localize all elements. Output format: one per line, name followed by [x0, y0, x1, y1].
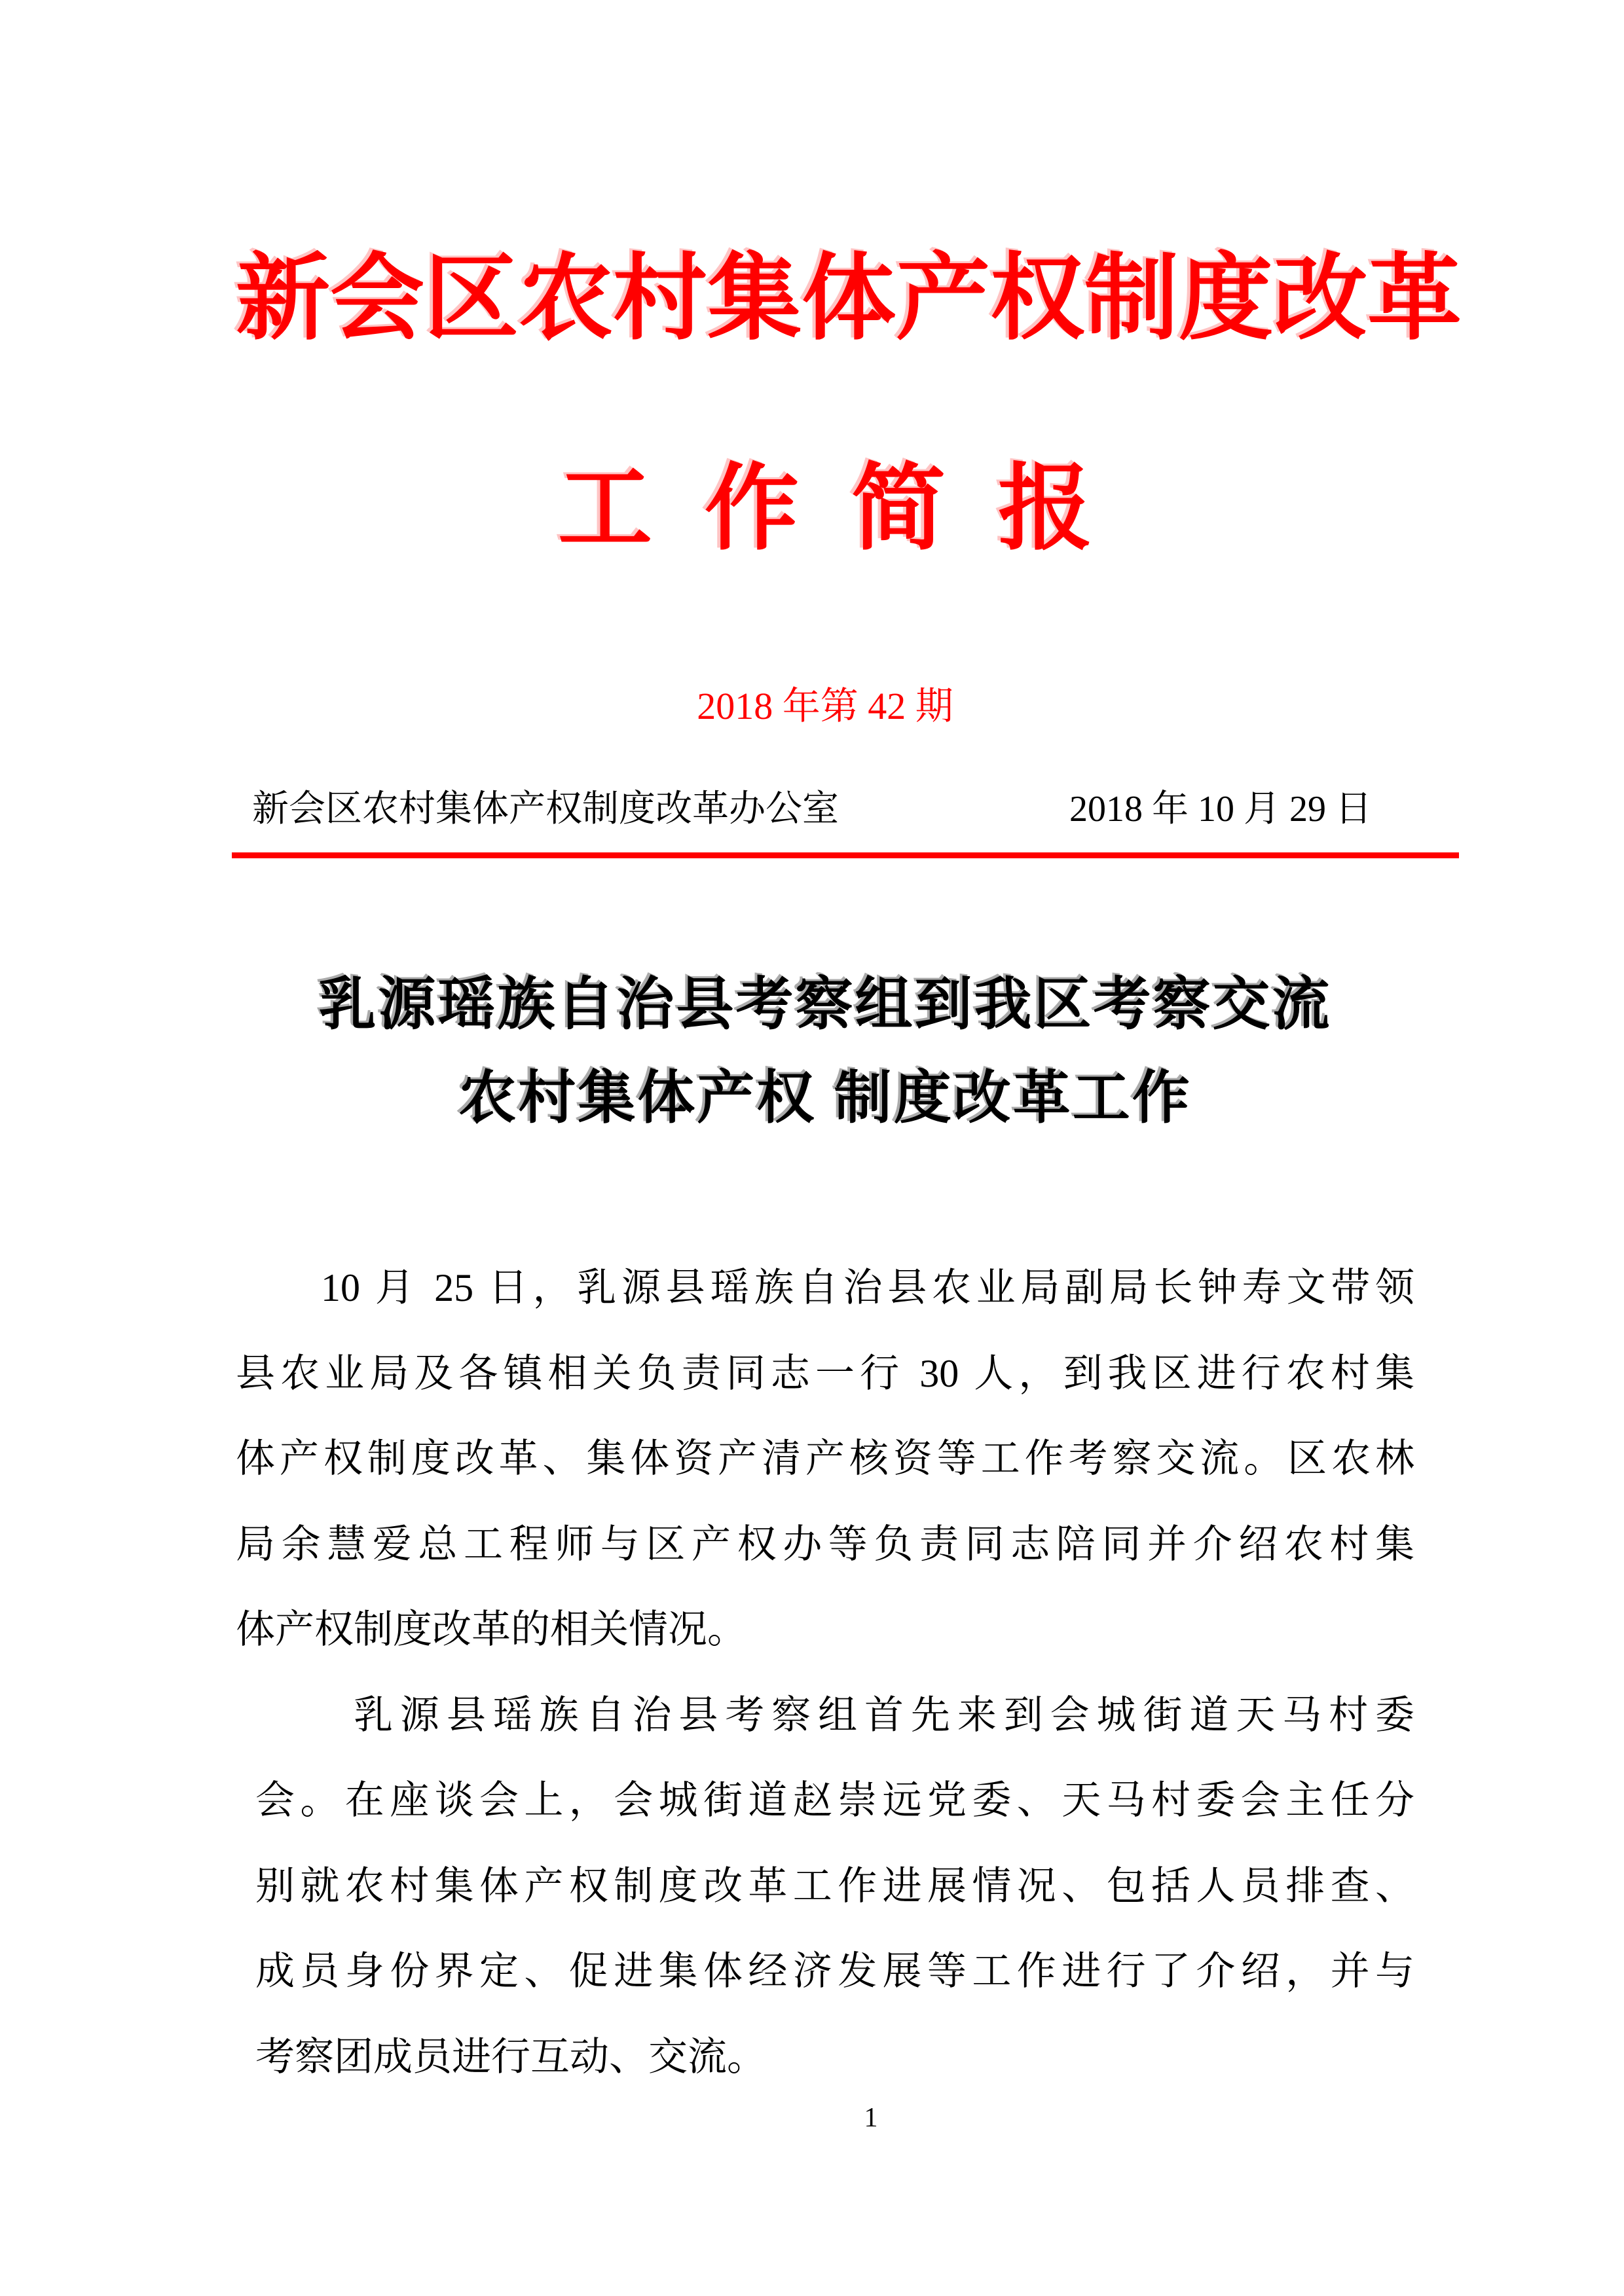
body-line: 县农业局及各镇相关负责同志一行 30 人，到我区进行农村集 [236, 1351, 1414, 1395]
article-heading-line1: 乳源瑶族自治县考察组到我区考察交流 [318, 972, 1332, 1036]
article-body [236, 1245, 1414, 2100]
article-heading [236, 957, 1414, 1144]
masthead-divider-rule [232, 852, 1459, 858]
issuer-date-row [252, 788, 1372, 831]
article-heading-line2: 农村集体产权 制度改革工作 [458, 1065, 1192, 1130]
body-line: 10 月 25 日，乳源县瑶族自治县农业局副局长钟寿文带领 [321, 1266, 1414, 1309]
paragraph [236, 1245, 1414, 1673]
page-number: 1 [864, 2103, 878, 2133]
body-line: 别就农村集体产权制度改革工作进展情况、包括人员排查、 [255, 1864, 1414, 1908]
body-line: 体产权制度改革、集体资产清产核资等工作考察交流。区农林 [236, 1437, 1414, 1480]
body-line: 体产权制度改革的相关情况。 [236, 1608, 747, 1651]
issue-date: 2018 年 10 月 29 日 [1069, 789, 1372, 829]
body-line: 局余慧爱总工程师与区产权办等负责同志陪同并介绍农村集 [236, 1522, 1414, 1566]
body-line: 成员身份界定、促进集体经济发展等工作进行了介绍，并与 [255, 1950, 1414, 1993]
paragraph [236, 1673, 1414, 2100]
body-line: 会。在座谈会上，会城街道赵崇远党委、天马村委会主任分 [255, 1779, 1414, 1822]
issue-number-line: 2018 年第 42 期 [697, 685, 953, 727]
masthead-title-line2: 工 作 简 报 [557, 456, 1093, 561]
masthead-title-line1: 新会区农村集体产权制度改革 [236, 246, 1462, 351]
issuing-office: 新会区农村集体产权制度改革办公室 [252, 789, 839, 829]
body-line: 考察团成员进行互动、交流。 [255, 2035, 766, 2079]
body-line: 乳源县瑶族自治县考察组首先来到会城街道天马村委 [354, 1693, 1414, 1737]
